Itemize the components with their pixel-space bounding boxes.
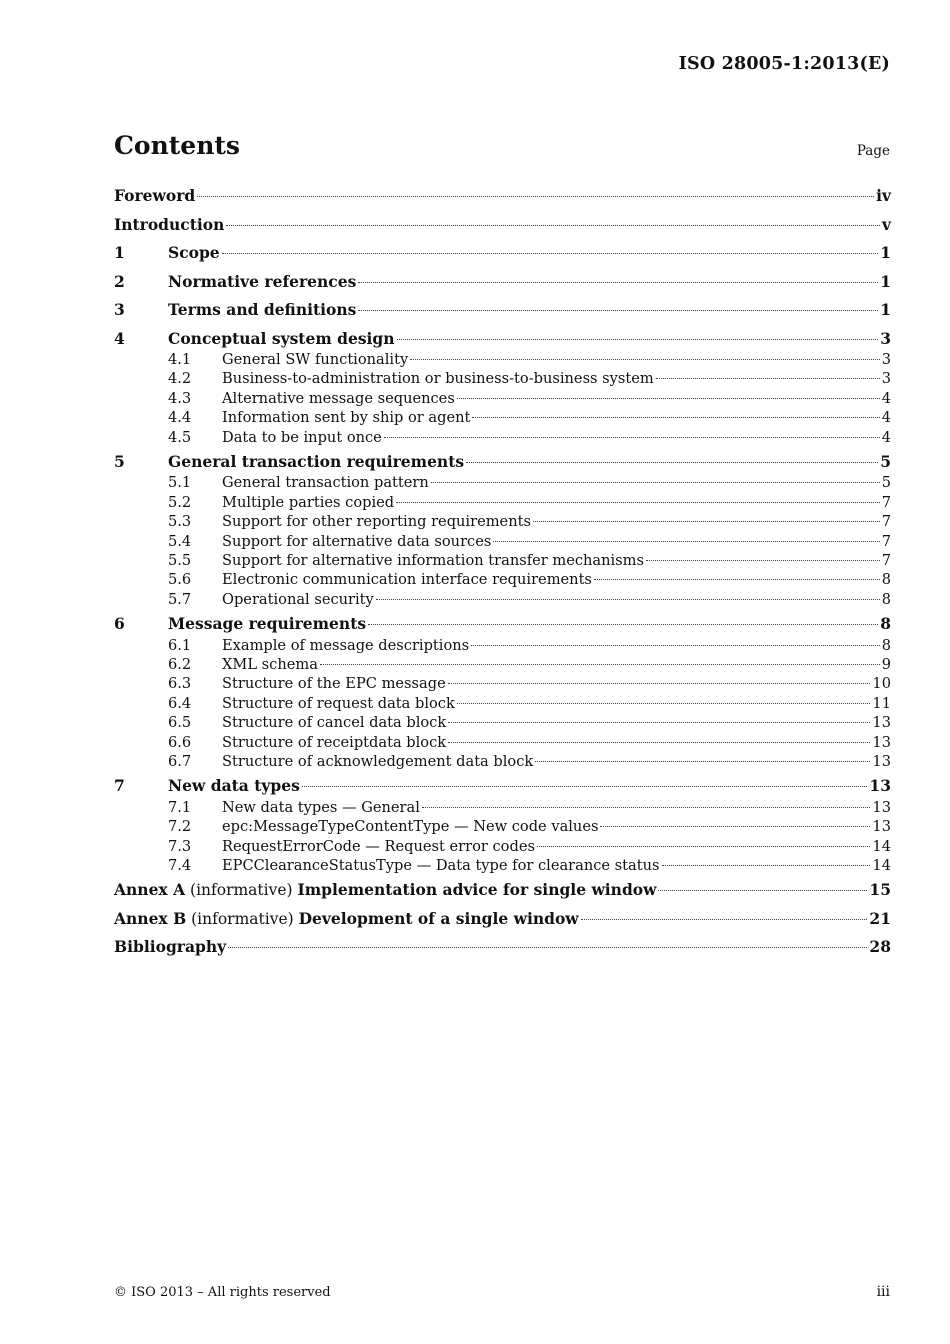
- toc-entry-number: 5.4: [168, 532, 192, 550]
- toc-entry-number: 4.5: [168, 428, 192, 446]
- toc-page-number: iv: [876, 186, 891, 205]
- page-number: iii: [876, 1284, 890, 1300]
- toc-page-number: 14: [872, 857, 891, 875]
- annex-label: Annex B: [114, 908, 187, 928]
- toc-entry-title: Structure of request data block: [222, 694, 455, 712]
- copyright-notice: © ISO 2013 – All rights reserved: [114, 1285, 331, 1300]
- toc-entry[interactable]: [114, 242, 891, 271]
- toc-entry-number: 5: [114, 451, 125, 471]
- toc-entry-number: 6.6: [168, 733, 192, 751]
- toc-page-number: 13: [872, 753, 891, 771]
- toc-page-number: 11: [872, 694, 891, 712]
- dot-leader: [457, 398, 880, 399]
- dot-leader: [302, 786, 868, 787]
- toc-entry-title: Information sent by ship or agent: [222, 409, 471, 427]
- toc-entry-number: 6.2: [168, 656, 192, 674]
- toc-entry-number: 7.4: [168, 857, 192, 875]
- dot-leader: [422, 807, 871, 808]
- toc-page-number: 14: [872, 837, 891, 855]
- dot-leader: [197, 196, 874, 197]
- toc-page-number: v: [881, 214, 891, 234]
- toc-entry[interactable]: [114, 879, 891, 908]
- dot-leader: [376, 599, 880, 600]
- toc-page-number: 4: [881, 389, 891, 407]
- annex-type: (informative): [186, 909, 299, 928]
- dot-leader: [493, 541, 879, 542]
- dot-leader: [448, 742, 870, 743]
- toc-subentry[interactable]: [114, 817, 891, 836]
- toc-subentry[interactable]: [114, 551, 891, 570]
- dot-leader: [533, 521, 880, 522]
- toc-entry-number: 6.7: [168, 753, 192, 771]
- dot-leader: [222, 253, 879, 254]
- toc-subentry[interactable]: [114, 636, 891, 655]
- toc-entry-number: 3: [114, 300, 125, 319]
- toc-subentry[interactable]: [114, 713, 891, 732]
- annex-title: Implementation advice for single window: [297, 880, 657, 900]
- toc-entry-number: 5.5: [168, 552, 192, 570]
- toc-subentry[interactable]: [114, 798, 891, 817]
- toc-page-number: 4: [881, 428, 891, 446]
- toc-page-number: 7: [881, 552, 891, 570]
- toc-entry-number: 4: [114, 328, 125, 348]
- dot-leader: [448, 683, 871, 684]
- dot-leader: [457, 703, 871, 704]
- toc-page-number: 15: [869, 880, 891, 900]
- toc-entry-number: 5.7: [168, 590, 192, 608]
- toc-entry-number: 2: [114, 271, 125, 291]
- toc-page-number: 5: [881, 474, 891, 492]
- toc-entry-title: Data to be input once: [222, 428, 382, 446]
- dot-leader: [228, 947, 867, 948]
- toc-entry-title: Example of message descriptions: [222, 636, 470, 654]
- dot-leader: [581, 919, 868, 920]
- toc-entry[interactable]: [114, 214, 891, 243]
- dot-leader: [320, 664, 880, 665]
- toc-page-number: 28: [869, 937, 891, 957]
- toc-page-number: 7: [881, 532, 891, 550]
- dot-leader: [472, 417, 879, 418]
- toc-subentry[interactable]: [114, 428, 891, 447]
- toc-page-number: 7: [881, 493, 891, 511]
- toc-page-number: 13: [869, 776, 891, 796]
- table-of-contents: [114, 185, 891, 965]
- toc-subentry[interactable]: [114, 350, 891, 369]
- document-identifier: ISO 28005-1:2013(E): [678, 54, 890, 74]
- toc-entry-title: EPCClearanceStatusType — Data type for clearance status: [222, 857, 660, 875]
- toc-entry-title: [114, 879, 656, 901]
- toc-entry-number: 7: [114, 776, 125, 796]
- dot-leader: [410, 359, 880, 360]
- toc-subentry[interactable]: [114, 512, 891, 531]
- toc-entry-title: Structure of acknowledgement data block: [222, 753, 534, 771]
- toc-entry-title: XML schema: [222, 656, 318, 674]
- toc-entry-title: [114, 908, 579, 930]
- dot-leader: [397, 339, 879, 340]
- contents-heading: Contents: [114, 131, 241, 160]
- toc-subentry[interactable]: [114, 389, 891, 408]
- toc-subentry[interactable]: [114, 493, 891, 512]
- toc-page-number: 1: [880, 243, 891, 262]
- toc-page-number: 4: [881, 409, 891, 427]
- toc-page-number: 3: [881, 370, 891, 388]
- toc-entry-title: Multiple parties copied: [222, 493, 395, 511]
- toc-entry[interactable]: [114, 185, 891, 214]
- toc-page-number: 21: [869, 908, 891, 928]
- toc-entry-title: Support for alternative information transfer mechanisms: [222, 552, 644, 570]
- toc-page-number: 1: [880, 300, 891, 319]
- toc-entry-title: Structure of receiptdata block: [222, 733, 447, 751]
- dot-leader: [656, 378, 880, 379]
- toc-entry[interactable]: [114, 936, 891, 965]
- dot-leader: [358, 282, 878, 283]
- dot-leader: [358, 310, 878, 311]
- toc-entry-title: Conceptual system design: [168, 328, 395, 348]
- toc-subentry[interactable]: [114, 694, 891, 713]
- toc-entry-title: New data types: [168, 776, 300, 796]
- toc-entry-number: 6.1: [168, 636, 192, 654]
- toc-page-number: 7: [881, 513, 891, 531]
- toc-page-number: 13: [872, 714, 891, 732]
- toc-subentry[interactable]: [114, 837, 891, 856]
- dot-leader: [471, 645, 880, 646]
- page-column-label: Page: [856, 143, 890, 159]
- toc-entry-title: Operational security: [222, 590, 374, 608]
- annex-type: (informative): [185, 881, 298, 900]
- toc-entry-title: Structure of cancel data block: [222, 714, 447, 732]
- toc-subentry[interactable]: [114, 733, 891, 752]
- toc-entry-title: Bibliography: [114, 937, 227, 957]
- toc-subentry[interactable]: [114, 570, 891, 589]
- toc-entry-number: 4.4: [168, 409, 192, 427]
- toc-entry[interactable]: [114, 271, 891, 300]
- toc-page-number: 1: [880, 271, 891, 291]
- toc-entry-title: Support for other reporting requirements: [222, 513, 531, 531]
- toc-entry-title: Normative references: [168, 271, 357, 291]
- toc-entry-title: Introduction: [114, 214, 225, 234]
- toc-page-number: 8: [881, 636, 891, 654]
- toc-entry-title: Electronic communication interface requirements: [222, 571, 592, 589]
- toc-page-number: 9: [881, 656, 891, 674]
- dot-leader: [600, 826, 870, 827]
- toc-page-number: 13: [872, 798, 891, 816]
- dot-leader: [646, 560, 880, 561]
- dot-leader: [537, 846, 870, 847]
- toc-page-number: 8: [881, 571, 891, 589]
- toc-page-number: 13: [872, 733, 891, 751]
- toc-entry-number: 6.3: [168, 675, 192, 693]
- toc-subentry[interactable]: [114, 590, 891, 609]
- dot-leader: [396, 502, 880, 503]
- toc-entry-number: 6.5: [168, 714, 192, 732]
- toc-entry-number: 5.3: [168, 513, 192, 531]
- toc-entry-number: 7.3: [168, 837, 192, 855]
- dot-leader: [384, 437, 880, 438]
- toc-subentry[interactable]: [114, 856, 891, 875]
- toc-entry-title: General SW functionality: [222, 351, 409, 368]
- dot-leader: [226, 225, 880, 226]
- toc-subentry[interactable]: [114, 532, 891, 551]
- toc-entry-number: 6: [114, 614, 125, 634]
- toc-entry-title: New data types — General: [222, 798, 420, 816]
- toc-entry-number: 5.2: [168, 493, 192, 511]
- toc-page-number: 8: [880, 614, 891, 634]
- dot-leader: [594, 579, 880, 580]
- toc-entry-title: Business-to-administration or business-to-business system: [222, 370, 654, 388]
- toc-entry-number: 7.1: [168, 798, 192, 816]
- toc-entry-number: 4.1: [168, 351, 192, 368]
- toc-entry-title: epc:MessageTypeContentType — New code values: [222, 818, 599, 836]
- toc-entry-title: Structure of the EPC message: [222, 675, 446, 693]
- dot-leader: [368, 624, 878, 625]
- toc-subentry[interactable]: [114, 655, 891, 674]
- toc-entry-title: Message requirements: [168, 614, 367, 634]
- toc-entry-title: Support for alternative data sources: [222, 532, 492, 550]
- toc-subentry[interactable]: [114, 408, 891, 427]
- dot-leader: [431, 482, 880, 483]
- toc-entry-number: 6.4: [168, 694, 192, 712]
- toc-page-number: 10: [872, 675, 891, 693]
- toc-subentry[interactable]: [114, 752, 891, 771]
- toc-entry-title: Terms and definitions: [168, 300, 357, 319]
- toc-entry-title: RequestErrorCode — Request error codes: [222, 837, 535, 855]
- toc-subentry[interactable]: [114, 473, 891, 492]
- toc-entry[interactable]: [114, 908, 891, 937]
- dot-leader: [448, 722, 870, 723]
- toc-entry-number: 4.3: [168, 389, 192, 407]
- toc-page-number: 8: [881, 590, 891, 608]
- toc-page-number: 3: [880, 328, 891, 348]
- annex-label: Annex A: [114, 880, 186, 900]
- dot-leader: [658, 890, 867, 891]
- toc-entry[interactable]: [114, 299, 891, 328]
- toc-page-number: 5: [880, 451, 891, 471]
- toc-entry-number: 5.6: [168, 571, 192, 589]
- toc-page-number: 3: [881, 351, 891, 368]
- dot-leader: [535, 761, 870, 762]
- toc-entry-title: General transaction requirements: [168, 451, 465, 471]
- toc-subentry[interactable]: [114, 674, 891, 693]
- toc-entry-number: 4.2: [168, 370, 192, 388]
- dot-leader: [466, 462, 878, 463]
- toc-entry-number: 5.1: [168, 474, 192, 492]
- toc-entry-number: 1: [114, 243, 125, 262]
- toc-entry-title: Alternative message sequences: [222, 389, 455, 407]
- toc-page-number: 13: [872, 818, 891, 836]
- toc-entry-title: Scope: [168, 243, 220, 262]
- toc-subentry[interactable]: [114, 369, 891, 388]
- annex-title: Development of a single window: [298, 908, 579, 928]
- toc-entry-title: General transaction pattern: [222, 474, 429, 492]
- dot-leader: [662, 865, 871, 866]
- toc-entry-title: Foreword: [114, 186, 196, 205]
- toc-entry-number: 7.2: [168, 818, 192, 836]
